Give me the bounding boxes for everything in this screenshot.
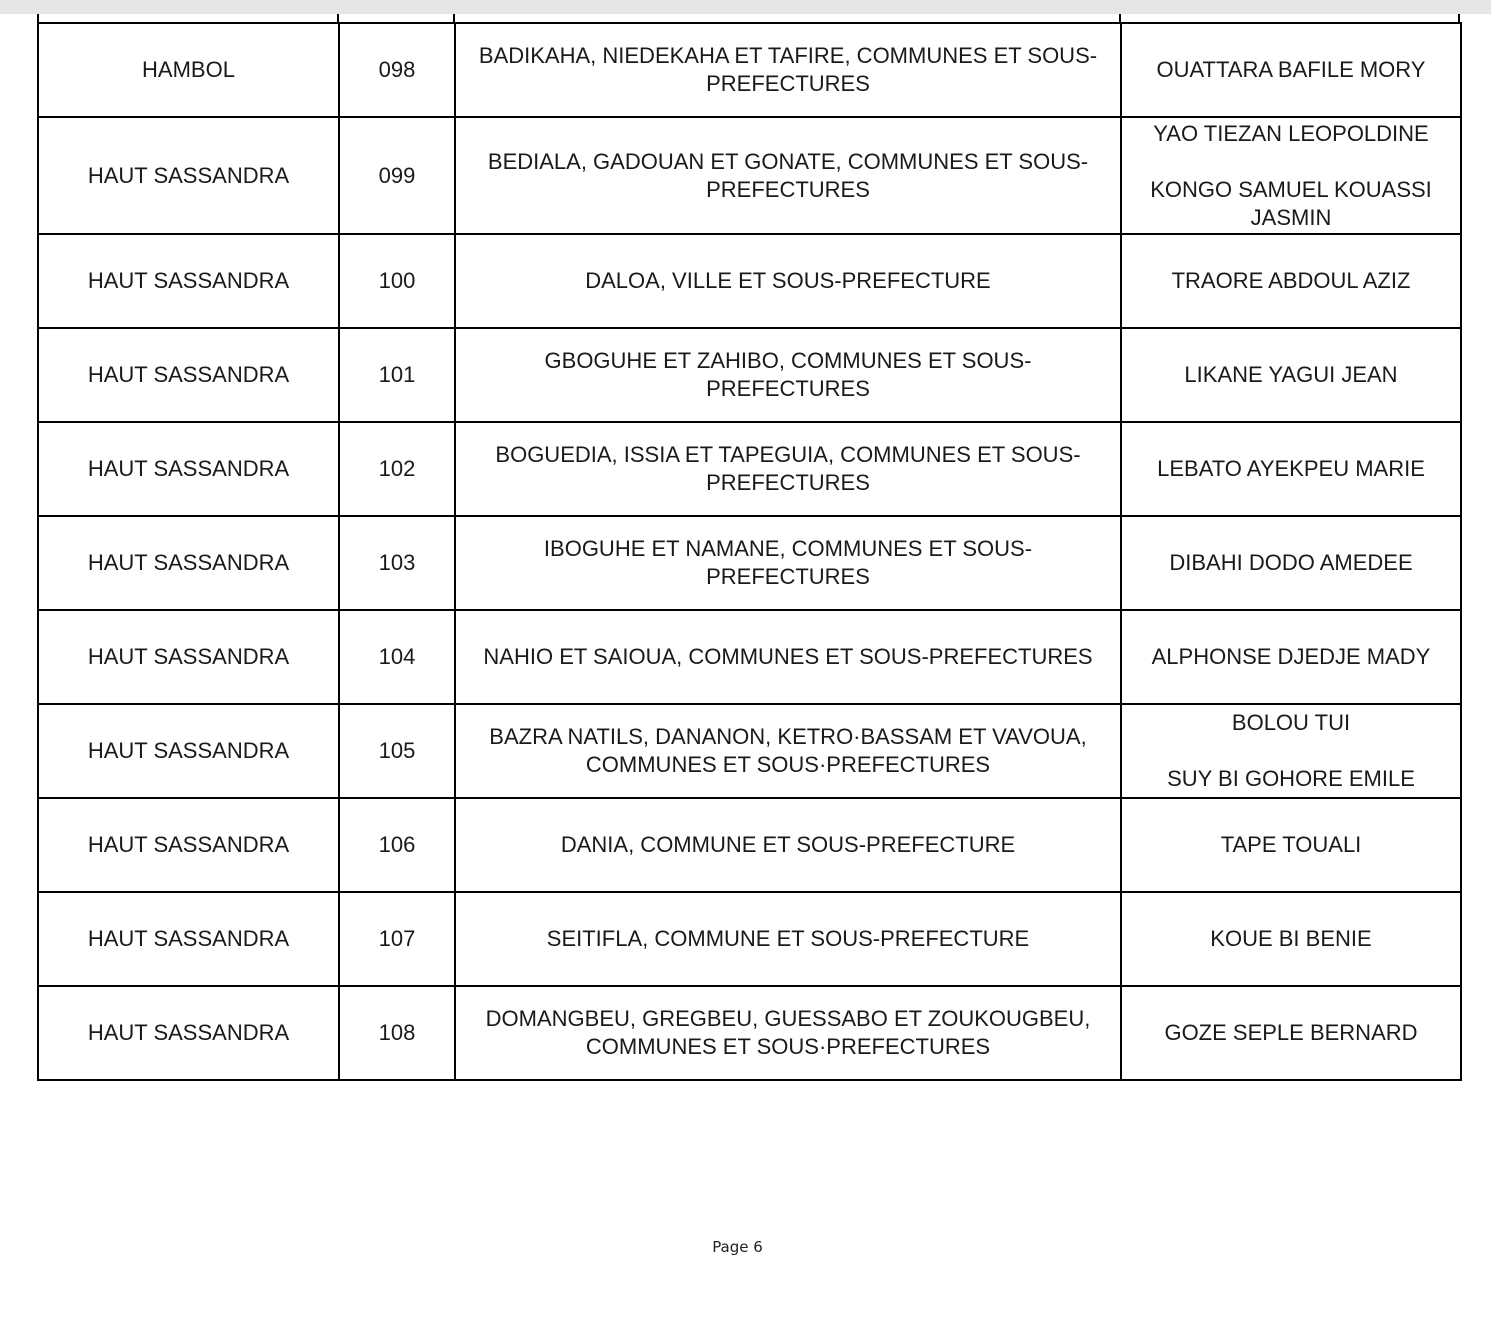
candidate-name: BOLOU TUI	[1231, 710, 1351, 735]
table-row	[38, 422, 1461, 516]
constituency-area-cell: BADIKAHA, NIEDEKAHA ET TAFIRE, COMMUNES ET SOUS-PREFECTURES	[455, 23, 1121, 117]
table-row	[38, 892, 1461, 986]
candidates-cell	[1121, 23, 1461, 117]
constituency-code-cell: 100	[339, 234, 455, 328]
candidate-name: OUATTARA BAFILE MORY	[1156, 57, 1426, 82]
candidate-name: TRAORE ABDOUL AZIZ	[1171, 268, 1411, 293]
region-cell: HAUT SASSANDRA	[38, 516, 339, 610]
region-cell: HAUT SASSANDRA	[38, 704, 339, 798]
table-row	[38, 23, 1461, 117]
candidate-name: LIKANE YAGUI JEAN	[1184, 362, 1398, 387]
candidate-name: DIBAHI DODO AMEDEE	[1169, 550, 1413, 575]
constituency-table	[37, 22, 1462, 1081]
constituency-area-cell: DOMANGBEU, GREGBEU, GUESSABO ET ZOUKOUGBEU, COMMUNES ET SOUS·PREFECTURES	[455, 986, 1121, 1080]
constituency-area-cell: IBOGUHE ET NAMANE, COMMUNES ET SOUS-PREFECTURES	[455, 516, 1121, 610]
candidates-cell	[1121, 892, 1461, 986]
candidate-name: LEBATO AYEKPEU MARIE	[1157, 456, 1425, 481]
constituency-code-cell: 101	[339, 328, 455, 422]
constituency-code-cell: 104	[339, 610, 455, 704]
candidates-cell	[1121, 328, 1461, 422]
candidates-cell	[1121, 610, 1461, 704]
constituency-code-cell: 098	[339, 23, 455, 117]
region-cell: HAUT SASSANDRA	[38, 986, 339, 1080]
constituency-area-cell: DANIA, COMMUNE ET SOUS-PREFECTURE	[455, 798, 1121, 892]
constituency-area-cell: BOGUEDIA, ISSIA ET TAPEGUIA, COMMUNES ET SOUS-PREFECTURES	[455, 422, 1121, 516]
region-cell: HAUT SASSANDRA	[38, 422, 339, 516]
candidate-name: KOUE BI BENIE	[1210, 926, 1372, 951]
constituency-table-body	[38, 23, 1461, 1080]
page-number: Page 6	[712, 1238, 763, 1256]
candidate-name: TAPE TOUALI	[1220, 832, 1362, 857]
constituency-area-cell: DALOA, VILLE ET SOUS-PREFECTURE	[455, 234, 1121, 328]
candidate-name: ALPHONSE DJEDJE MADY	[1151, 644, 1431, 669]
table-row	[38, 117, 1461, 234]
constituency-area-cell: SEITIFLA, COMMUNE ET SOUS-PREFECTURE	[455, 892, 1121, 986]
table-row	[38, 704, 1461, 798]
candidates-cell	[1121, 234, 1461, 328]
constituency-area-cell: BEDIALA, GADOUAN ET GONATE, COMMUNES ET SOUS-PREFECTURES	[455, 117, 1121, 234]
constituency-code-cell: 105	[339, 704, 455, 798]
constituency-area-cell: BAZRA NATILS, DANANON, KETRO·BASSAM ET VAVOUA, COMMUNES ET SOUS·PREFECTURES	[455, 704, 1121, 798]
region-cell: HAUT SASSANDRA	[38, 234, 339, 328]
table-row	[38, 610, 1461, 704]
candidate-name: YAO TIEZAN LEOPOLDINE	[1153, 120, 1429, 146]
table-row	[38, 798, 1461, 892]
candidates-cell	[1121, 986, 1461, 1080]
constituency-area-cell: NAHIO ET SAIOUA, COMMUNES ET SOUS-PREFECTURES	[455, 610, 1121, 704]
candidates-cell	[1121, 422, 1461, 516]
region-cell: HAUT SASSANDRA	[38, 610, 339, 704]
table-row	[38, 234, 1461, 328]
constituency-code-cell: 107	[339, 892, 455, 986]
constituency-area-cell: GBOGUHE ET ZAHIBO, COMMUNES ET SOUS-PREFECTURES	[455, 328, 1121, 422]
viewer-top-strip	[0, 0, 1491, 14]
region-cell: HAUT SASSANDRA	[38, 798, 339, 892]
candidate-name: KONGO SAMUEL KOUASSI JASMIN	[1150, 176, 1432, 230]
candidates-cell	[1121, 516, 1461, 610]
table-row	[38, 516, 1461, 610]
constituency-code-cell: 102	[339, 422, 455, 516]
candidates-cell	[1121, 117, 1461, 234]
candidates-cell	[1121, 798, 1461, 892]
region-cell: HAUT SASSANDRA	[38, 117, 339, 234]
table-row	[38, 986, 1461, 1080]
candidate-name: SUY BI GOHORE EMILE	[1167, 766, 1415, 791]
candidate-name: GOZE SEPLE BERNARD	[1164, 1020, 1418, 1045]
constituency-code-cell: 103	[339, 516, 455, 610]
region-cell: HAMBOL	[38, 23, 339, 117]
region-cell: HAUT SASSANDRA	[38, 892, 339, 986]
region-cell: HAUT SASSANDRA	[38, 328, 339, 422]
table-row	[38, 328, 1461, 422]
constituency-code-cell: 108	[339, 986, 455, 1080]
candidates-cell	[1121, 704, 1461, 798]
constituency-code-cell: 099	[339, 117, 455, 234]
constituency-code-cell: 106	[339, 798, 455, 892]
